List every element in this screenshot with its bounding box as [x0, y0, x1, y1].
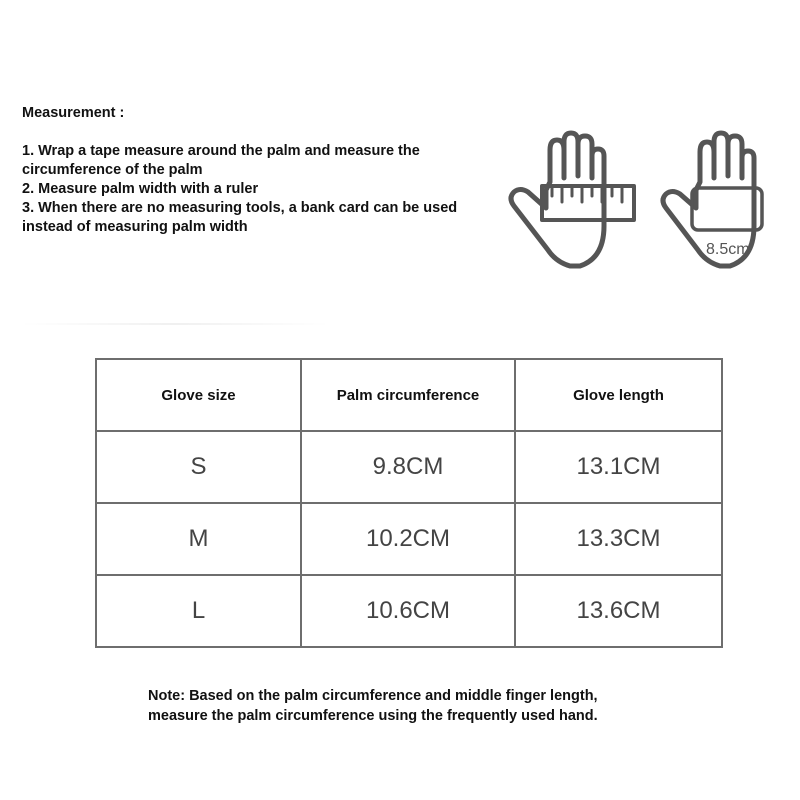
measurement-instructions [22, 104, 492, 237]
cell-glove-length: 13.6CM [515, 575, 722, 647]
note-line-1: Note: Based on the palm circumference and middle finger length, [148, 688, 598, 704]
header-glove-length: Glove length [515, 359, 722, 431]
cell-palm-circumference: 10.2CM [301, 503, 515, 575]
divider [20, 323, 330, 325]
sizing-note [148, 686, 688, 726]
instruction-step-2: 2. Measure palm width with a ruler [22, 181, 259, 197]
table-row [96, 575, 722, 647]
instruction-step-3: 3. When there are no measuring tools, a bank card can be used instead of measuring palm width [22, 200, 458, 235]
hand-with-tape-measure-icon [511, 133, 634, 266]
table-header-row [96, 359, 722, 431]
instruction-step-1: 1. Wrap a tape measure around the palm and measure the circumference of the palm [22, 143, 420, 178]
cell-glove-length: 13.3CM [515, 503, 722, 575]
card-width-label: 8.5cm [706, 241, 750, 258]
header-palm-circumference: Palm circumference [301, 359, 515, 431]
table-row [96, 503, 722, 575]
cell-size: M [96, 503, 301, 575]
header-glove-size: Glove size [96, 359, 301, 431]
table-row [96, 431, 722, 503]
cell-size: L [96, 575, 301, 647]
note-line-2: measure the palm circumference using the frequently used hand. [148, 708, 598, 724]
cell-glove-length: 13.1CM [515, 431, 722, 503]
measurement-heading: Measurement : [22, 105, 125, 121]
cell-palm-circumference: 9.8CM [301, 431, 515, 503]
glove-size-table [95, 358, 723, 648]
cell-palm-circumference: 10.6CM [301, 575, 515, 647]
hand-illustrations [500, 130, 785, 280]
cell-size: S [96, 431, 301, 503]
